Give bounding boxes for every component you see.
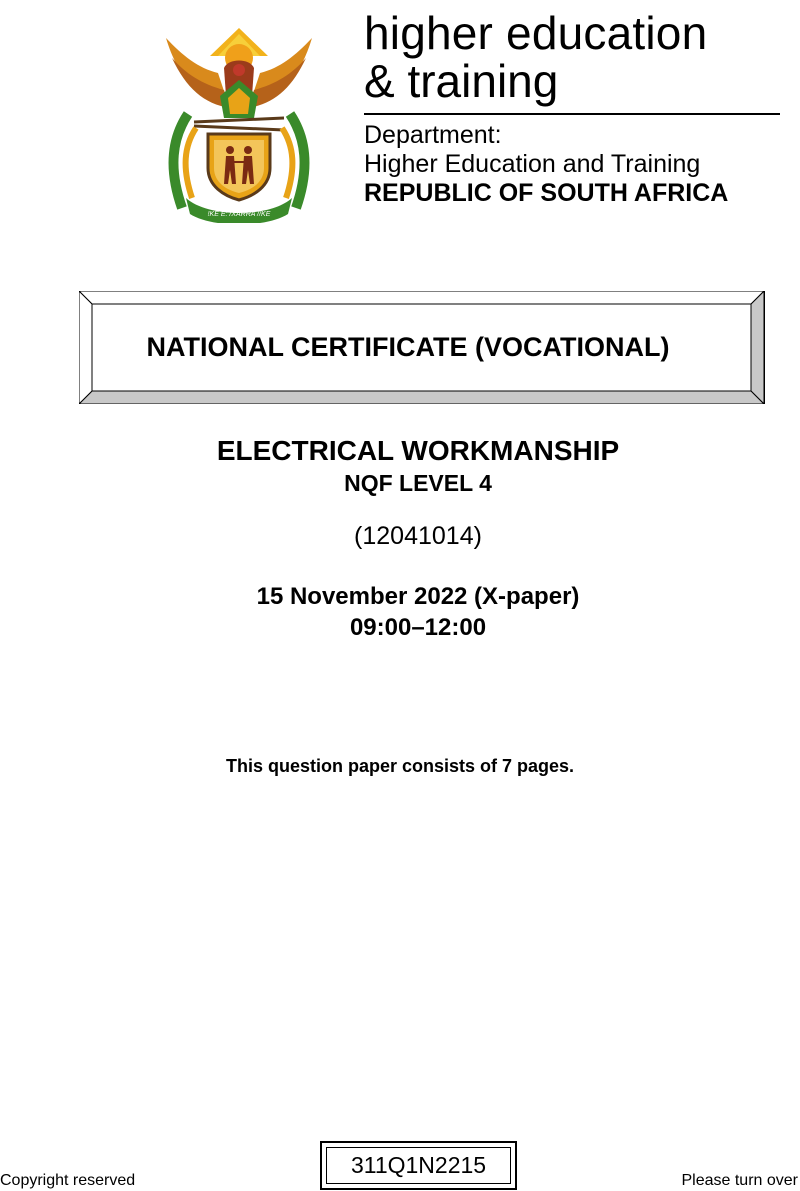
country-name: REPUBLIC OF SOUTH AFRICA xyxy=(364,179,729,207)
page-count-note: This question paper consists of 7 pages. xyxy=(225,756,575,776)
exam-time: 09:00–12:00 xyxy=(349,614,487,641)
brand-title-line1: higher education xyxy=(364,7,708,59)
subject-title: ELECTRICAL WORKMANSHIP xyxy=(216,435,620,466)
nqf-level: NQF LEVEL 4 xyxy=(344,470,492,496)
certificate-title: NATIONAL CERTIFICATE (VOCATIONAL) xyxy=(146,332,670,362)
subject-code: (12041014) xyxy=(354,522,482,550)
copyright-notice: Copyright reserved xyxy=(0,1172,136,1189)
turn-over-note: Please turn over xyxy=(681,1172,798,1189)
brand-title-line2: & training xyxy=(364,55,559,107)
paper-code: 311Q1N2215 xyxy=(350,1152,487,1178)
brand-divider xyxy=(364,113,780,115)
svg-text:!KE E: /XARRA //KE: !KE E: /XARRA //KE xyxy=(207,211,271,218)
coat-of-arms-logo xyxy=(158,18,320,223)
department-name: Higher Education and Training xyxy=(364,150,701,178)
department-label: Department: xyxy=(364,121,502,149)
exam-date: 15 November 2022 (X-paper) xyxy=(256,583,580,610)
